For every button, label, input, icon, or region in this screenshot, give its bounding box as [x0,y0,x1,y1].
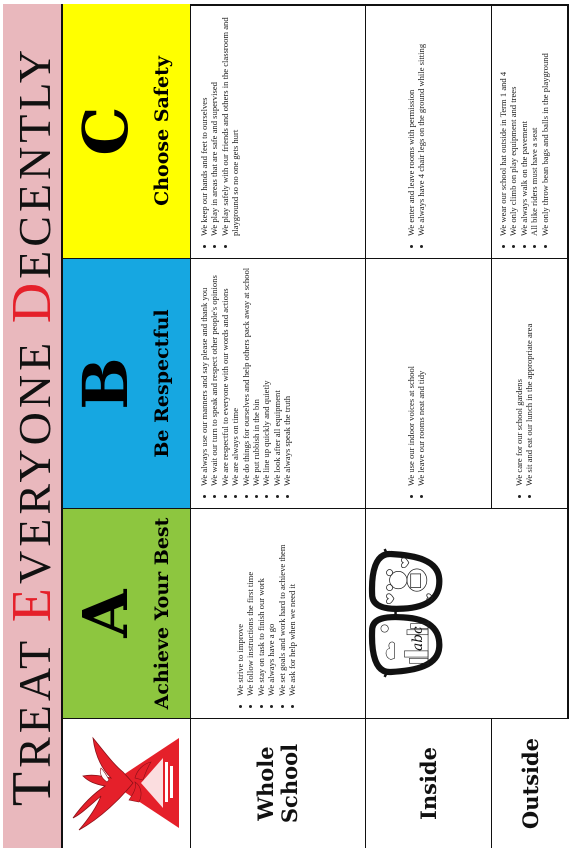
cell-whole-school-achieve [191,508,366,718]
glasses-abc-text: abc [409,626,426,651]
title-word3-rest: ECENTLY [9,45,60,279]
header-letter-b: B [69,357,142,410]
list-item: • We always have a go [266,517,276,696]
list-item: • We set goals and work hard to achieve them [277,517,287,696]
header-letter-a: A [69,589,142,638]
list-item: • We sit and eat our lunch in the appropriate area [524,267,534,486]
cell-whole-school-respectful [191,258,366,508]
list-item: • We are always on time [230,267,240,486]
list-item: • We keep our hands and feet to ourselves [199,12,209,236]
list-item: • We only throw bean bags and balls in the playground [540,12,550,236]
cell-inside-respectful [366,258,492,508]
list-item: • We play in areas that are safe and supervised [209,12,219,236]
school-logo-cell [63,718,191,848]
title-letter-t: T [1,767,63,807]
list-item: • We always walk on the pavement [519,12,529,236]
list-item: • We stay on task to finish our work [256,517,266,696]
list-item: • We always speak the truth [282,267,292,486]
header-safety [63,4,191,258]
list-item: • We are respectful to everyone with our words and actions [220,267,230,486]
row-label-inside [366,718,492,848]
title-word1-rest: REAT [9,622,60,768]
list-item: • We look after all equipment [272,267,282,486]
row-label-line1: Whole [253,746,278,821]
header-achieve [63,508,191,718]
header-label-b: Be Respectful [151,309,173,458]
school-logo [71,728,183,838]
header-letter-c: C [69,106,142,156]
glasses-illustration-cell [366,508,569,718]
list-item: • We ask for help when we need it [287,517,297,696]
row-label-outside [492,718,569,848]
list-item: • We line up quickly and quietly [261,267,271,486]
list-item: • We wait our turn to speak and respect other people's opinions [209,267,219,486]
cell-outside-safety [492,4,569,258]
poster-title [0,46,64,806]
list-item: • We only climb on play equipment and trees [508,12,518,236]
list-item: • We use our indoor voices at school [406,267,416,486]
header-label-c: Choose Safety [151,56,173,206]
eagle-crest-logo-icon [71,728,183,838]
list-item: • We always have 4 chair legs on the ground while sitting [416,12,426,236]
cell-inside-safety [366,4,492,258]
list-item: • We play safely with our friends and others in the classroom and playground so no one gets hurt [220,12,241,236]
list-item: • We enter and leave rooms with permission [406,12,416,236]
cell-whole-school-safety [191,4,366,258]
title-letter-d: D [1,278,63,324]
list-item: • We leave our rooms neat and tidy [416,267,426,486]
title-letter-e: E [1,584,63,623]
list-item: • We put rubbish in the bin [251,267,261,486]
list-item: • We wear our school hat outside in Term 1 and 4 [498,12,508,236]
list-item: • We do things for ourselves and help others pack away at school [241,267,251,486]
row-label-whole-school [191,718,366,848]
list-item: • We follow instructions the first time [245,517,255,696]
title-word2-rest: VERYONE [9,323,60,584]
list-item: • We care for our school gardens [514,267,524,486]
list-item: • All bike riders must have a seat [529,12,539,236]
list-item: • We strive to improve [235,517,245,696]
header-respectful [63,258,191,508]
row-label-text: Outside [517,737,543,830]
row-label-text: Inside [415,747,441,820]
title-band [3,4,63,848]
cell-outside-respectful [492,258,569,508]
row-label-line2: School [277,743,302,824]
glasses-icon [366,508,492,718]
list-item: • We always use our manners and say please and thank you [199,267,209,486]
header-label-a: Achieve Your Best [151,517,173,710]
